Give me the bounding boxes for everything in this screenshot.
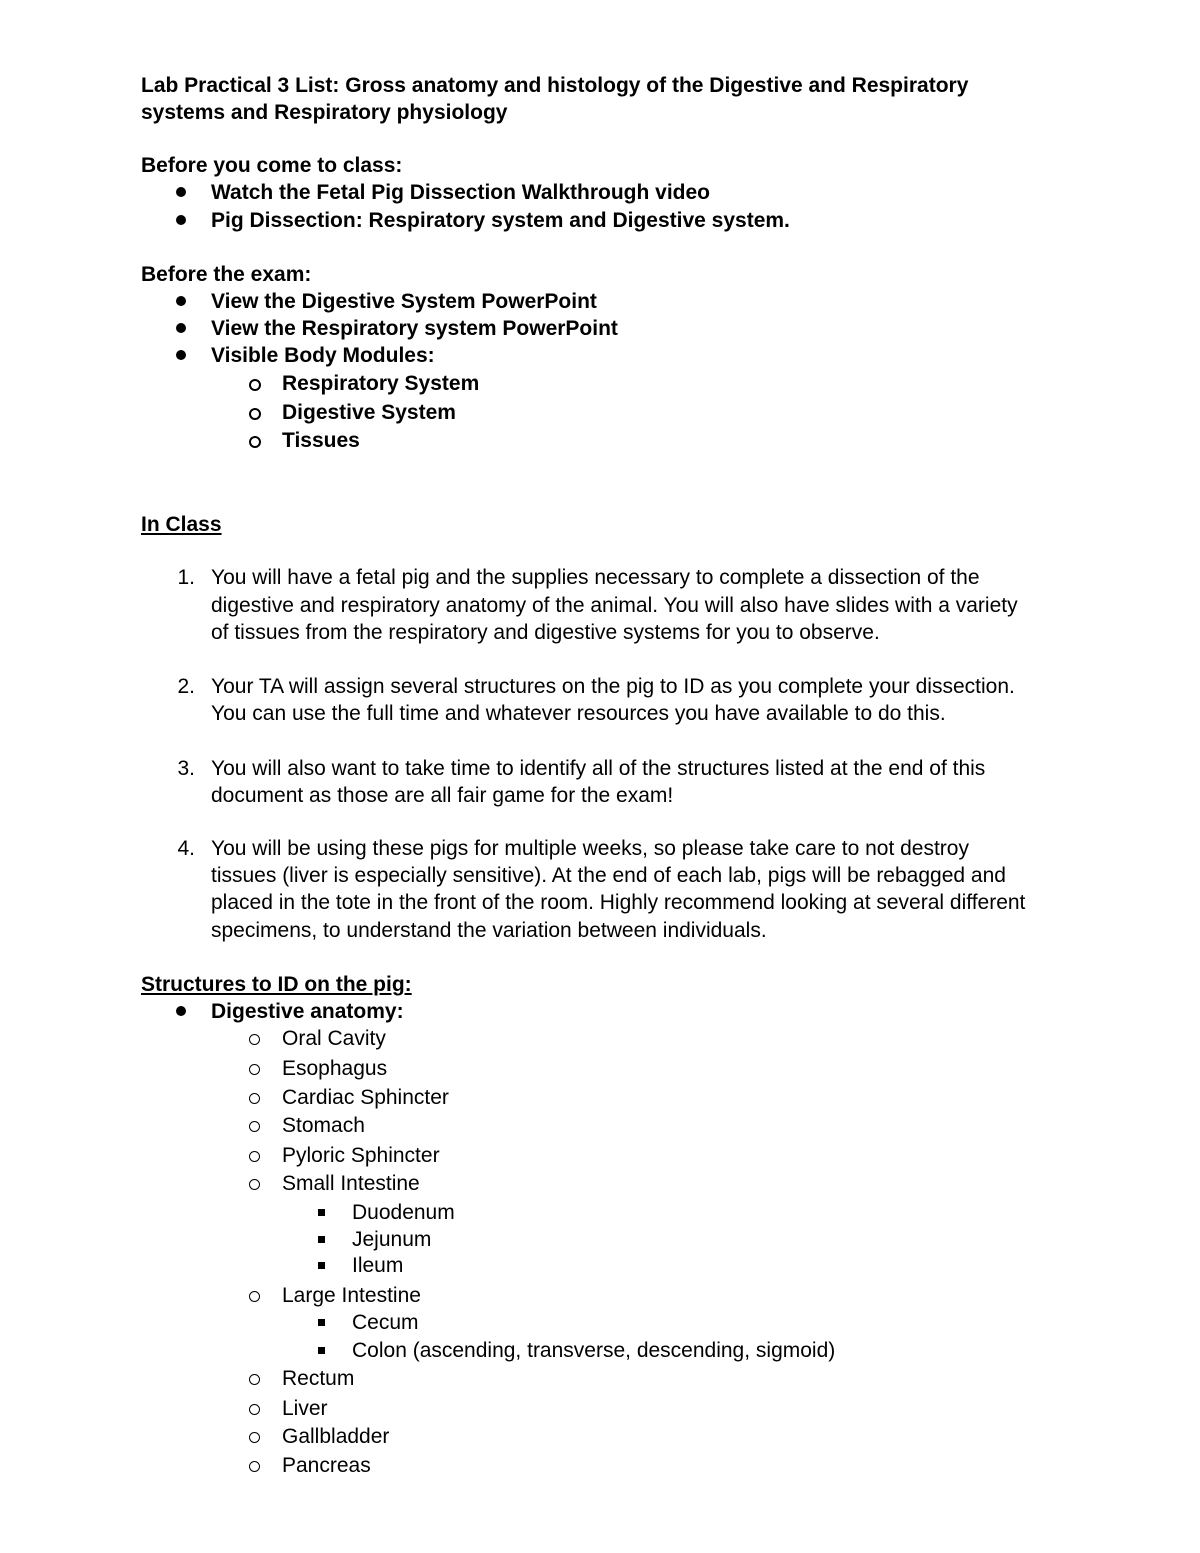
circle-bullet-icon xyxy=(249,1064,260,1075)
square-bullet-icon xyxy=(318,1319,325,1326)
bullet-icon xyxy=(176,296,186,306)
structure-item: Small Intestine xyxy=(282,1172,420,1195)
circle-bullet-icon xyxy=(249,379,261,391)
structure-item: Stomach xyxy=(282,1114,365,1137)
circle-bullet-icon xyxy=(249,436,261,448)
module-item: Tissues xyxy=(282,429,360,452)
in-class-heading: In Class xyxy=(141,513,222,536)
circle-bullet-icon xyxy=(249,1093,260,1104)
square-bullet-icon xyxy=(318,1236,325,1243)
title-line-1: Lab Practical 3 List: Gross anatomy and histology of the Digestive and Respiratory xyxy=(141,74,969,97)
in-class-text: You can use the full time and whatever resources you have available to do this. xyxy=(211,702,946,725)
structure-item: Esophagus xyxy=(282,1057,388,1080)
title-line-2: systems and Respiratory physiology xyxy=(141,101,508,124)
circle-bullet-icon xyxy=(249,1034,260,1045)
before-class-heading: Before you come to class: xyxy=(141,154,403,177)
before-exam-item: View the Digestive System PowerPoint xyxy=(211,290,597,313)
structure-item: Gallbladder xyxy=(282,1425,390,1448)
in-class-text: You will have a fetal pig and the supplies necessary to complete a dissection of the xyxy=(211,566,980,589)
before-exam-heading: Before the exam: xyxy=(141,263,312,286)
digestive-heading: Digestive anatomy: xyxy=(211,1000,404,1023)
in-class-text: Your TA will assign several structures on the pig to ID as you complete your dissection. xyxy=(211,675,1015,698)
circle-bullet-icon xyxy=(249,1374,260,1385)
circle-bullet-icon xyxy=(249,1404,260,1415)
square-bullet-icon xyxy=(318,1347,325,1354)
square-bullet-icon xyxy=(318,1209,325,1216)
list-number: 2. xyxy=(177,675,195,698)
in-class-text: You will also want to take time to identify all of the structures listed at the end of this xyxy=(211,757,986,780)
structure-item: Large Intestine xyxy=(282,1284,421,1307)
bullet-icon xyxy=(176,215,186,225)
before-class-item: Pig Dissection: Respiratory system and Digestive system. xyxy=(211,209,790,232)
circle-bullet-icon xyxy=(249,408,261,420)
structure-item: Liver xyxy=(282,1397,328,1420)
before-exam-item: View the Respiratory system PowerPoint xyxy=(211,317,618,340)
structures-heading: Structures to ID on the pig: xyxy=(141,973,412,996)
circle-bullet-icon xyxy=(249,1121,260,1132)
bullet-icon xyxy=(176,350,186,360)
square-bullet-icon xyxy=(318,1262,325,1269)
structure-subitem: Duodenum xyxy=(352,1201,455,1224)
list-number: 1. xyxy=(177,566,195,589)
in-class-text: You will be using these pigs for multiple weeks, so please take care to not destroy xyxy=(211,837,969,860)
circle-bullet-icon xyxy=(249,1461,260,1472)
structure-subitem: Jejunum xyxy=(352,1228,432,1251)
structure-item: Pancreas xyxy=(282,1454,371,1477)
bullet-icon xyxy=(176,1006,186,1016)
list-number: 3. xyxy=(177,757,195,780)
circle-bullet-icon xyxy=(249,1291,260,1302)
before-class-item: Watch the Fetal Pig Dissection Walkthrough video xyxy=(211,181,710,204)
module-item: Digestive System xyxy=(282,401,456,424)
structure-subitem: Cecum xyxy=(352,1311,419,1334)
bullet-icon xyxy=(176,187,186,197)
in-class-text: digestive and respiratory anatomy of the animal. You will also have slides with a variety xyxy=(211,594,1018,617)
bullet-icon xyxy=(176,323,186,333)
circle-bullet-icon xyxy=(249,1151,260,1162)
structure-subitem: Colon (ascending, transverse, descending, sigmoid) xyxy=(352,1339,836,1362)
structure-item: Oral Cavity xyxy=(282,1027,386,1050)
module-item: Respiratory System xyxy=(282,372,480,395)
structure-item: Pyloric Sphincter xyxy=(282,1144,440,1167)
structure-item: Rectum xyxy=(282,1367,355,1390)
in-class-text: placed in the tote in the front of the room. Highly recommend looking at several different xyxy=(211,891,1026,914)
list-number: 4. xyxy=(177,837,195,860)
in-class-text: document as those are all fair game for the exam! xyxy=(211,784,674,807)
in-class-text: tissues (liver is especially sensitive). At the end of each lab, pigs will be rebagged and xyxy=(211,864,1006,887)
structure-item: Cardiac Sphincter xyxy=(282,1086,449,1109)
before-exam-item: Visible Body Modules: xyxy=(211,344,435,367)
in-class-text: specimens, to understand the variation between individuals. xyxy=(211,919,767,942)
circle-bullet-icon xyxy=(249,1432,260,1443)
structure-subitem: Ileum xyxy=(352,1254,404,1277)
circle-bullet-icon xyxy=(249,1179,260,1190)
in-class-text: of tissues from the respiratory and digestive systems for you to observe. xyxy=(211,621,880,644)
